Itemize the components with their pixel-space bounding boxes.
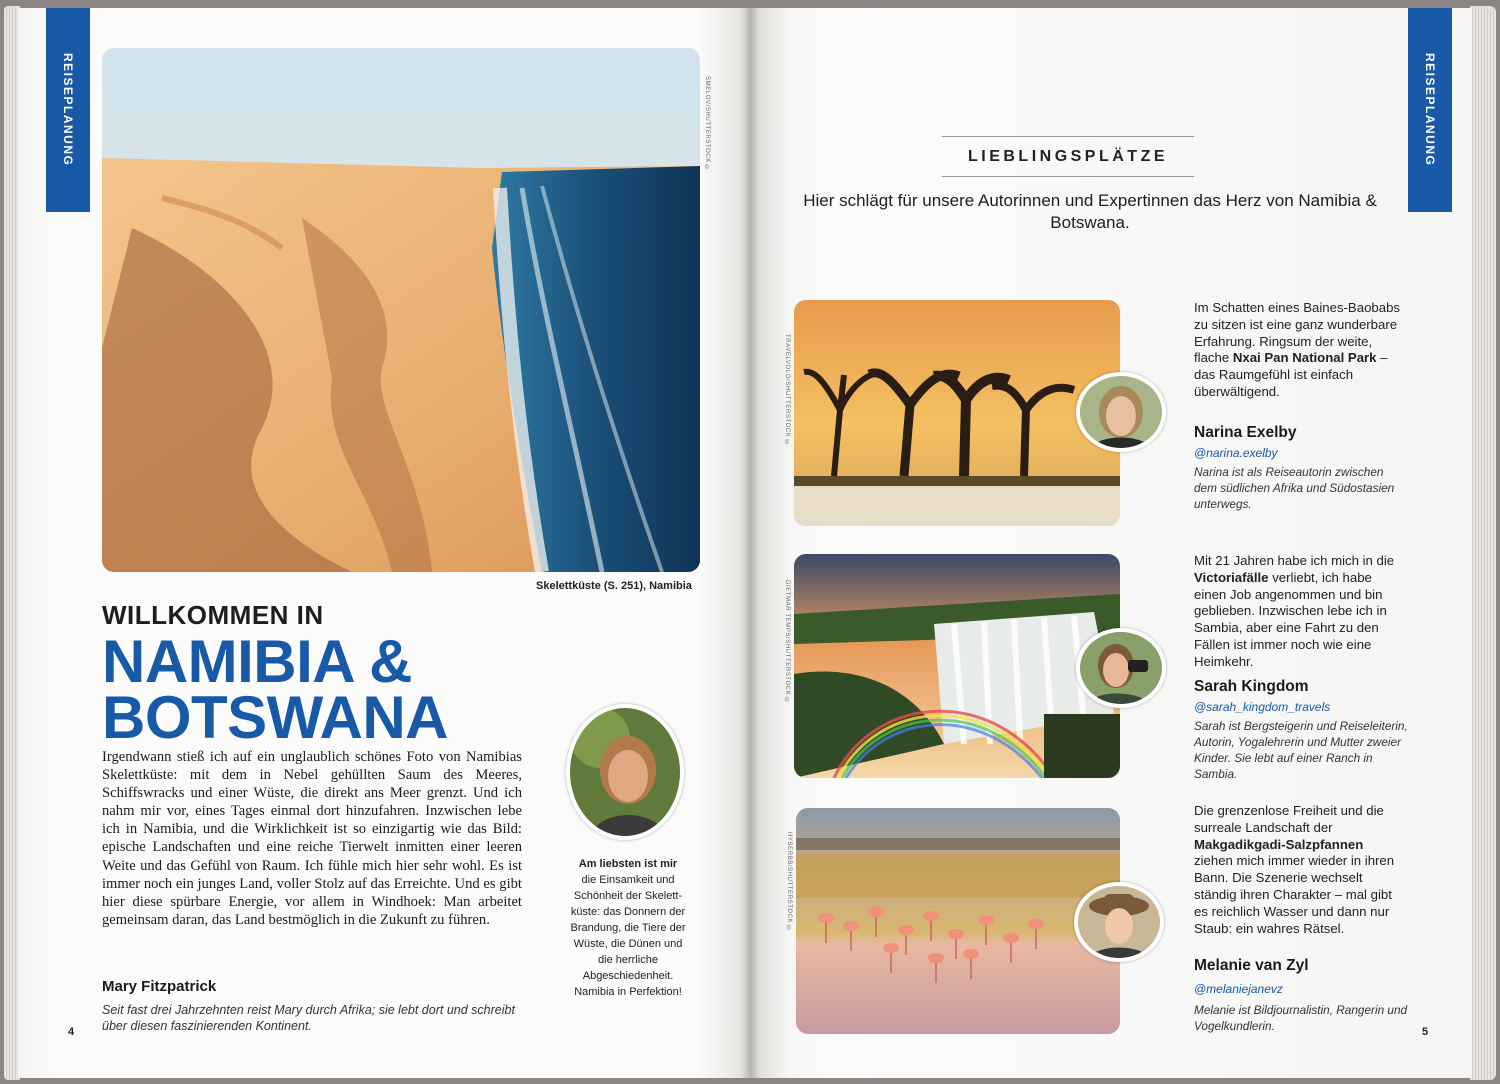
photo-baobabs [794, 300, 1120, 526]
hero-photo-skeleton-coast [102, 48, 700, 572]
expert-social-handle[interactable]: @narina.exelby [1194, 446, 1278, 460]
author-bio: Seit fast drei Jahrzehnten reist Mary durch Afrika; sie lebt dort und schreibt über diesen faszinierenden Kontinent. [102, 1003, 515, 1033]
entry-text [1194, 553, 1404, 671]
page-number-left: 4 [68, 1026, 75, 1038]
expert-name: Melanie van Zyl [1194, 957, 1309, 974]
section-tab-left [46, 8, 90, 212]
page-number-right: 5 [1422, 1026, 1429, 1038]
expert-social-handle[interactable]: @melaniejanevz [1194, 982, 1283, 996]
expert-bio: Sarah ist Bergsteigerin und Reiseleiterin, Autorin, Yogalehrerin und Mutter zweier Kinder. Sie lebt auf einer Ranch in Sambia. [1194, 719, 1408, 781]
photo-credit: SMELOV/SHUTTERSTOCK © [704, 76, 710, 172]
heading-namibia: NAMIBIA & [102, 628, 412, 695]
photo-credit: HYSERBB/SHUTTERSTOCK © [786, 832, 792, 933]
section-tab-label: REISEPLANUNG [1423, 53, 1437, 167]
title-rule-top [942, 136, 1194, 137]
entry-text [1194, 803, 1404, 937]
expert-portrait-melanie [1074, 882, 1164, 962]
section-intro: Hier schlägt für unsere Autorinnen und Expertinnen das Herz von Namibia & Botswana. [803, 191, 1377, 232]
favorite-quote [566, 856, 690, 1000]
entry-place: Nxai Pan National Park [1232, 350, 1377, 366]
entry-text-part: Im Schatten eines Baines-Baobabs zu sitzen ist eine ganz wunderbare Erfahrung. Ringsum der weite, flache [1194, 300, 1400, 366]
book-spine [740, 8, 760, 1078]
entry-place: Makgadikgadi-Salzpfannen [1194, 836, 1364, 852]
entry-text-part: Mit 21 Jahren habe ich mich in die [1194, 553, 1395, 568]
title-rule-bottom [942, 176, 1194, 177]
photo-flamingos [796, 808, 1120, 1034]
intro-body-text: Irgendwann stieß ich auf ein unglaublich schönes Foto von Namibias Skelettküste: mit dem in Nebel gehüllten Saum des Meeres, Schiffswracks und einer Wüste, die direkt ans Meer grenzt. Und ich nahm mir vor, eines Tages einmal dort hinzufahren. Inzwischen lebe ich in Namibia, und die Wirklichkeit ist so einzigartig wie das Bild: epische Landschaften und eine reiche Tierwelt inmitten einer leeren Weite und das Gefühl von Raum. Ich fühle mich hier sehr wohl. Es ist immer noch ein junges Land, voller Stolz auf das Erreichte. Und es gibt hier diese spürbare Energie, vor allem in Windhoek: Man arbeitet gemeinsam daran, das Land bestmöglich in die Zukunft zu führen. [102, 749, 522, 928]
section-tab-label: REISEPLANUNG [61, 53, 75, 167]
author-portrait [566, 704, 684, 840]
section-title: LIEBLINGSPLÄTZE [967, 148, 1169, 165]
entry-text-part: – das Raumgefühl ist einfach überwältigend. [1194, 350, 1388, 399]
expert-name: Sarah Kingdom [1194, 678, 1309, 695]
expert-bio: Narina ist als Reiseautorin zwischen dem südlichen Afrika und Südostasien unterwegs. [1194, 465, 1395, 511]
heading-welcome: WILLKOMMEN IN [102, 600, 324, 630]
entry-place: Victoriafälle [1194, 569, 1269, 585]
expert-name: Narina Exelby [1194, 424, 1297, 441]
quote-lead: Am liebsten ist mir [578, 858, 678, 870]
expert-social-handle[interactable]: @sarah_kingdom_travels [1194, 700, 1331, 714]
section-tab-right [1408, 8, 1452, 212]
photo-credit: DIETMAR TEMPS/SHUTTERSTOCK © [784, 580, 790, 705]
expert-portrait-sarah [1076, 628, 1166, 708]
entry-text-part: Die grenzenlose Freiheit und die surreale Landschaft der [1194, 803, 1384, 835]
entry-text-part: ziehen mich immer wieder in ihren Bann. Die Szenerie wechselt ständig ihren Charakter – mal gibt es reichlich Wasser und dann nur Staub: ein wahres Rätsel. [1194, 853, 1395, 936]
expert-bio: Melanie ist Bildjournalistin, Rangerin und Vogelkundlerin. [1194, 1003, 1408, 1033]
expert-portrait-narina [1076, 372, 1166, 452]
heading-botswana: BOTSWANA [102, 684, 448, 751]
quote-text: die Einsamkeit und Schönheit der Skelettküste: das Donnern der Brandung, die Tiere der Wüste, die Dünen und die herrliche Abgeschiedenheit. Namibia in Perfektion! [570, 874, 686, 998]
photo-victoria-falls [794, 554, 1120, 778]
photo-credit: TRAVELVOLO/SHUTTERSTOCK © [784, 334, 790, 447]
entry-text-part: verliebt, ich habe einen Job angenommen und bin geblieben. Inzwischen lebe ich in Sambia, aber eine Fahrt zu den Fällen ist immer noch wie eine Heimkehr. [1194, 569, 1387, 669]
entry-text [1194, 300, 1404, 401]
photo-caption: Skelettküste (S. 251), Namibia [536, 580, 692, 592]
page-edges-right [1470, 6, 1496, 1080]
author-name: Mary Fitzpatrick [102, 978, 217, 995]
